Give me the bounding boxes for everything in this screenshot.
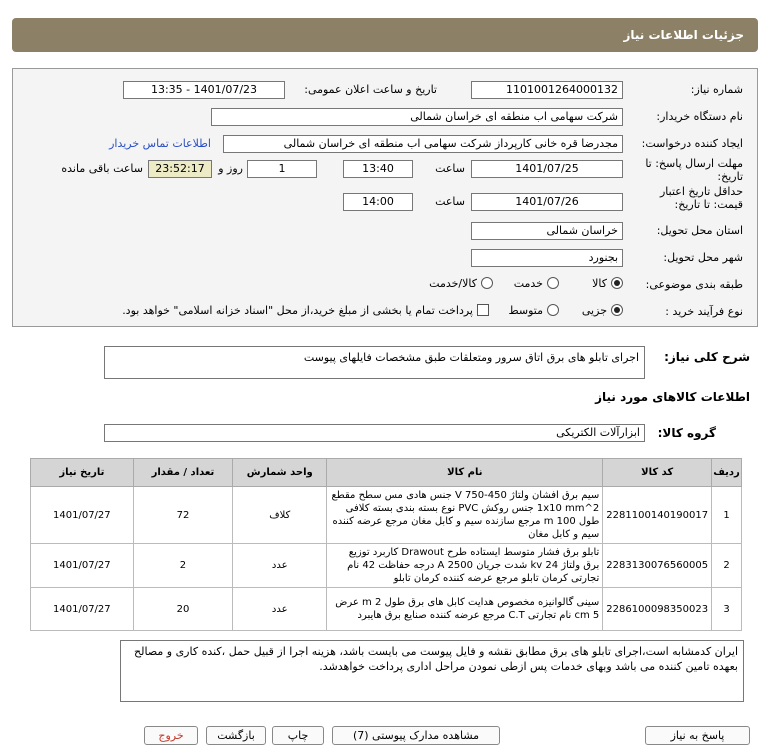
cell-name: سینی گالوانیزه مخصوص هدایت کابل های برق طول 2 m عرض 5 cm نام تجارتی C.T مرجع عرضه کننده صنایع برق هایبرد [327, 588, 603, 631]
need-details-panel [12, 68, 758, 327]
goods-group-field: ابزارآلات الکتریکی [104, 424, 645, 442]
validity-time-field: 14:00 [343, 193, 413, 211]
goods-group-label: گروه کالا: [657, 426, 716, 440]
table-row[interactable] [31, 544, 742, 588]
city-label: شهر محل تحویل: [663, 251, 743, 264]
cell-unit: عدد [233, 588, 327, 631]
goods-info-title: اطلاعات کالاهای مورد نیاز [595, 390, 750, 404]
cell-index: 2 [712, 544, 742, 588]
cell-date: 1401/07/27 [31, 544, 134, 588]
category-option-goods-service[interactable]: کالا/خدمت [429, 276, 493, 290]
cell-code: 2286100098350023 [603, 588, 712, 631]
attachments-button[interactable]: مشاهده مدارک پیوستی (7) [332, 726, 500, 745]
category-label: طبقه بندی موضوعی: [645, 278, 743, 291]
validity-date-field: 1401/07/26 [471, 193, 623, 211]
back-button[interactable]: بازگشت [206, 726, 266, 745]
buyer-org-field: شرکت سهامی اب منطقه ای خراسان شمالی [211, 108, 623, 126]
cell-code: 2281100140190017 [603, 487, 712, 544]
page-title: جزئیات اطلاعات نیاز [623, 28, 744, 42]
process-label: نوع فرآیند خرید : [665, 305, 743, 318]
announce-field: 1401/07/23 - 13:35 [123, 81, 285, 99]
buyer-org-label: نام دستگاه خریدار: [656, 110, 743, 123]
city-field: بجنورد [471, 249, 623, 267]
radio-icon [547, 304, 559, 316]
col-qty: تعداد / مقدار [133, 459, 233, 487]
remaining-label: ساعت باقی مانده [61, 162, 143, 175]
checkbox-icon [477, 304, 489, 316]
table-row[interactable] [31, 588, 742, 631]
remaining-timer: 23:52:17 [148, 160, 212, 178]
cell-name: سیم برق افشان ولتاژ 450-750 V جنس هادی مس سطح مقطع 2^1x10 mm جنس روکش PVC نوع بسته بندی بسته کلافی طول 100 m مرجع سازنده سیم و کابل مغان مرجع عرضه کننده سیم و کابل مغان [327, 487, 603, 544]
table-row[interactable] [31, 487, 742, 544]
cell-unit: کلاف [233, 487, 327, 544]
cell-date: 1401/07/27 [31, 487, 134, 544]
requester-field: مجدرضا قره خانی کارپرداز شرکت سهامی اب منطقه ای خراسان شمالی [223, 135, 623, 153]
cell-code: 2283130076560005 [603, 544, 712, 588]
reply-time-label: ساعت [435, 162, 465, 175]
col-date: تاریخ نیاز [31, 459, 134, 487]
page-header [12, 18, 758, 52]
category-option-service[interactable]: خدمت [514, 276, 559, 290]
reply-button[interactable]: پاسخ به نیاز [645, 726, 750, 745]
exit-button[interactable]: خروج [144, 726, 198, 745]
requester-label: ایجاد کننده درخواست: [641, 137, 743, 150]
cell-date: 1401/07/27 [31, 588, 134, 631]
col-unit: واحد شمارش [233, 459, 327, 487]
summary-label: شرح کلی نیاز: [664, 350, 750, 364]
cell-qty: 2 [133, 544, 233, 588]
validity-time-label: ساعت [435, 195, 465, 208]
col-code: کد کالا [603, 459, 712, 487]
cell-index: 1 [712, 487, 742, 544]
radio-selected-icon [611, 277, 623, 289]
col-index: ردیف [712, 459, 742, 487]
reply-deadline-label: مهلت ارسال پاسخ: تا تاریخ: [645, 157, 743, 183]
cell-index: 3 [712, 588, 742, 631]
cell-qty: 20 [133, 588, 233, 631]
process-option-minor[interactable]: جزیی [582, 303, 623, 317]
treasury-checkbox[interactable]: پرداخت تمام یا بخشی از مبلغ خرید،از محل "اسناد خزانه اسلامی" خواهد بود. [122, 303, 489, 317]
radio-icon [481, 277, 493, 289]
cell-name: تابلو برق فشار متوسط ایستاده طرح Drawout کاربرد توزیع برق ولتاژ 24 kv شدت جریان 2500 A درجه حفاظت 42 نام تجارتی کرمان تابلو مرجع عرضه کننده کرمان تابلو [327, 544, 603, 588]
need-number-label: شماره نیاز: [690, 83, 743, 96]
days-label: روز و [218, 162, 243, 175]
print-button[interactable]: چاپ [272, 726, 324, 745]
summary-box: اجرای تابلو های برق اتاق سرور ومتعلقات طبق مشخصات فایلهای پیوست [104, 346, 645, 379]
validity-label: حداقل تاریخ اعتبار قیمت: تا تاریخ: [659, 185, 743, 211]
category-option-goods[interactable]: کالا [592, 276, 623, 290]
cell-qty: 72 [133, 487, 233, 544]
process-option-medium[interactable]: متوسط [508, 303, 559, 317]
buyer-description-box: ایران کدمشابه است،اجرای تابلو های برق مطابق نقشه و فایل پیوست می بایست باشد، هزینه اجرا از قبیل حمل ،کنده کاری و مصالح بعهده تامین کننده می باشد وبهای خدمات پس ازطی نمودن مراحل اداری پرداخت خواهدشد. [120, 640, 744, 702]
radio-selected-icon [611, 304, 623, 316]
reply-date-field: 1401/07/25 [471, 160, 623, 178]
action-bar [0, 726, 770, 745]
table-header-row [31, 459, 742, 487]
reply-time-field: 13:40 [343, 160, 413, 178]
days-field: 1 [247, 160, 317, 178]
radio-icon [547, 277, 559, 289]
province-field: خراسان شمالی [471, 222, 623, 240]
province-label: استان محل تحویل: [656, 224, 743, 237]
buyer-contact-link[interactable]: اطلاعات تماس خریدار [109, 137, 211, 150]
col-name: نام کالا [327, 459, 603, 487]
need-number-field: 1101001264000132 [471, 81, 623, 99]
cell-unit: عدد [233, 544, 327, 588]
items-table [30, 458, 742, 631]
announce-label: تاریخ و ساعت اعلان عمومی: [304, 83, 437, 96]
